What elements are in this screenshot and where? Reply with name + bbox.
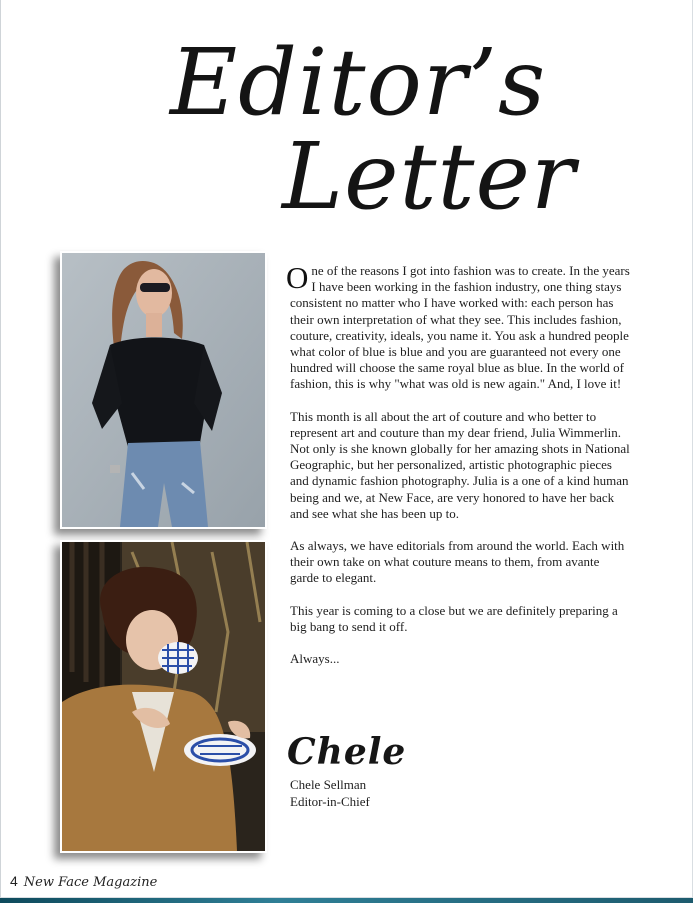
page-title	[0, 0, 693, 240]
letter-paragraph-1-text: ne of the reasons I got into fashion was to create. In the years I have been working in the fashion industry, one thing stays consistent no matter who I have worked with: each person has their own interpretation of what they see. This includes fashion, couture, creativity, ideals, you name it. You ask a hundred people what color of blue is blue and you are guaranteed not every one hundred will choose the same royal blue as blue. In the world of fashion, this is why "what was old is new again." And, I love it!	[290, 263, 630, 392]
signature: Chele	[287, 731, 407, 773]
letter-paragraph-2: This month is all about the art of couture and who better to represent art and couture than my dear friend, Julia Wimmerlin. Not only is she known globally for her amazing shots in National Geographic, but her personalized, artistic photographic pieces and dynamic fashion photography. Julia is a one of a kind human being and we, at New Face, are very honored to have her back and see what she has been up to.	[290, 408, 630, 521]
drop-cap: O	[286, 260, 309, 295]
model-photo-black-top	[60, 251, 267, 529]
title-line-editors: Editor’s	[170, 29, 547, 136]
bottom-accent-band	[0, 898, 693, 903]
model-photo-teacup-illustration	[62, 542, 265, 851]
editor-title: Editor-in-Chief	[290, 794, 370, 809]
letter-body	[286, 260, 630, 683]
model-photo-black-top-illustration	[62, 253, 265, 527]
letter-paragraph-1	[286, 260, 630, 393]
signoff: Always...	[290, 651, 340, 667]
title-line-letter: Letter	[282, 123, 576, 230]
letter-paragraph-3: As always, we have editorials from around the world. Each with their own take on what couture means to them, from avante garde to elegant.	[290, 538, 625, 586]
model-photo-teacup	[60, 540, 267, 853]
page-footer	[10, 872, 157, 892]
magazine-name: New Face Magazine	[23, 875, 158, 890]
page-number: 4	[10, 873, 18, 889]
editor-name: Chele Sellman	[290, 777, 367, 792]
letter-paragraph-4: This year is coming to a close but we are definitely preparing a big bang to send it off.	[290, 602, 618, 634]
